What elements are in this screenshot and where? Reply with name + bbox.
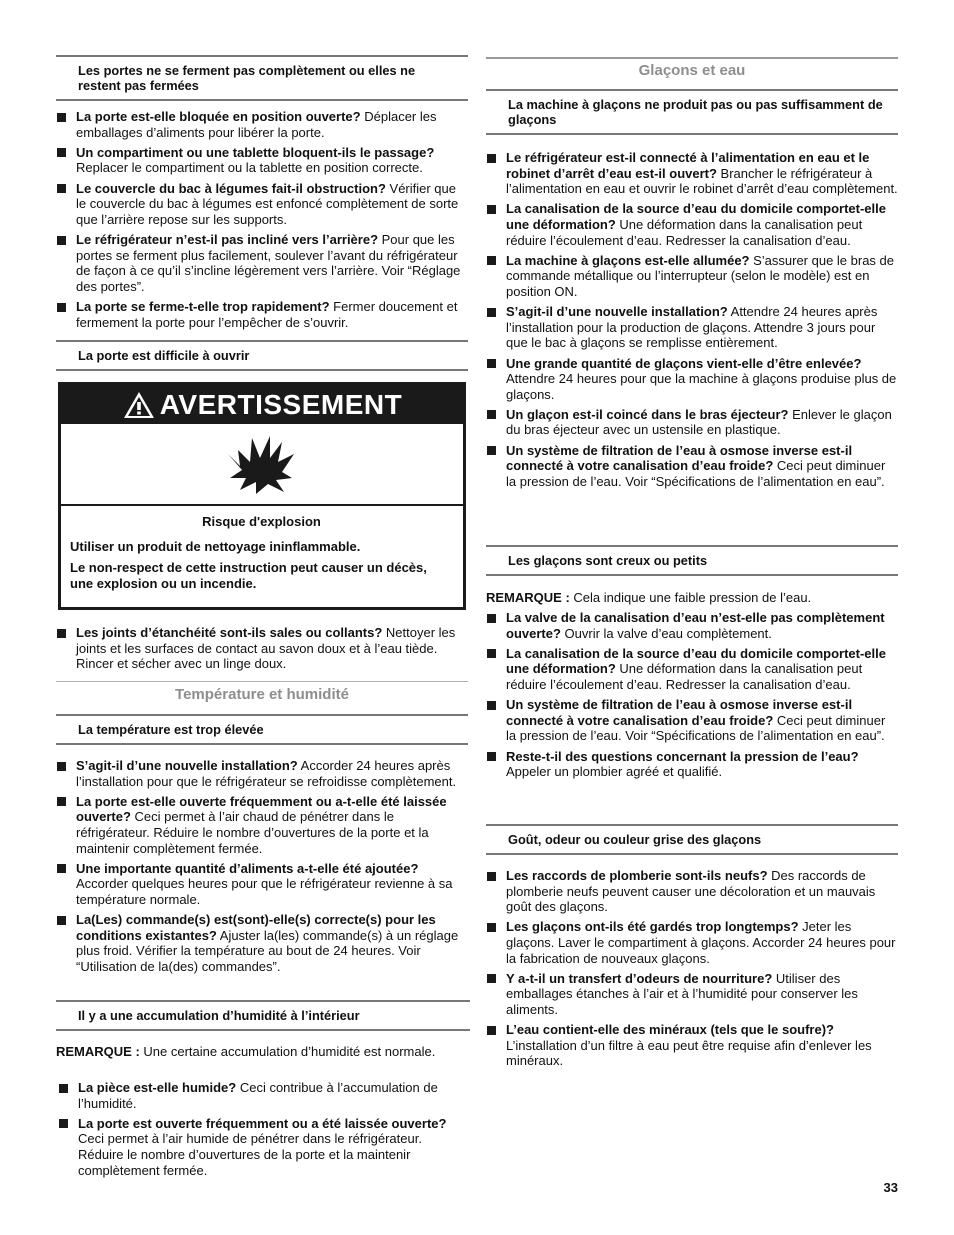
item-answer: Accorder 24 heures après l’installation pour que le réfrigérateur se refroidisse complètement. xyxy=(76,758,457,789)
bullet-square-icon xyxy=(487,359,496,368)
hollow-list xyxy=(486,610,898,784)
item-answer: Ceci peut diminuer la pression de l’eau. Voir “Spécifications de l’alimentation en eau”. xyxy=(506,712,886,744)
bullet-square-icon xyxy=(487,974,496,983)
item-answer: Jeter les glaçons. Laver le compartiment à glaçons. Accorder 24 heures pour la fabrication de nouveaux glaçons. xyxy=(506,919,896,966)
item-question: Un système de filtration de l’eau à osmose inverse est-il connecté à votre canalisation d’eau froide? xyxy=(506,697,853,728)
page-number: 33 xyxy=(883,1180,898,1195)
item-question: S’agit-il d’une nouvelle installation? xyxy=(76,758,298,773)
subheading-text: Il y a une accumulation d’humidité à l’intérieur xyxy=(78,1008,360,1023)
list-item xyxy=(486,868,898,915)
warning-risk: Risque d'explosion xyxy=(202,514,321,529)
warning-box xyxy=(58,382,466,610)
remark-label: REMARQUE : xyxy=(56,1044,140,1059)
list-item xyxy=(486,919,898,966)
item-question: Reste-t-il des questions concernant la pression de l’eau? xyxy=(506,748,859,764)
item-answer: Ceci permet à l’air chaud de pénétrer dans le réfrigérateur. Réduire le nombre d’ouvertures de la porte et la maintenir complètement fermée. xyxy=(76,809,429,856)
list-item xyxy=(56,232,468,294)
doors-list xyxy=(56,109,468,335)
list-item xyxy=(486,407,898,438)
warning-text xyxy=(61,506,463,607)
bullet-square-icon xyxy=(487,256,496,265)
subheading-text: Goût, odeur ou couleur grise des glaçons xyxy=(508,832,762,847)
remark-label: REMARQUE : xyxy=(486,590,570,605)
bullet-square-icon xyxy=(487,752,496,761)
subheading-text: La température est trop élevée xyxy=(78,722,264,737)
humidity-list xyxy=(58,1080,468,1183)
item-answer: Une déformation dans la canalisation peut réduire l’écoulement d’eau. Redresser la canalisation d’eau. xyxy=(506,661,863,692)
section-title-temperature: Température et humidité xyxy=(175,686,349,703)
list-item xyxy=(56,145,468,176)
item-question: Le réfrigérateur n’est-il pas incliné vers l’arrière? xyxy=(76,231,379,247)
item-question: Y a-t-il un transfert d’odeurs de nourriture? xyxy=(506,970,773,986)
item-question: Les joints d’étanchéité sont-ils sales ou collants? xyxy=(76,625,383,640)
item-question: Les glaçons ont-ils été gardés trop longtemps? xyxy=(506,919,799,935)
subheading-text: La machine à glaçons ne produit pas ou pas suffisamment de glaçons xyxy=(508,97,883,127)
list-item xyxy=(486,201,898,248)
item-answer: Replacer le compartiment ou la tablette en position correcte. xyxy=(76,160,423,176)
bullet-square-icon xyxy=(487,446,496,455)
hollow-remark xyxy=(486,590,898,606)
item-answer: Ceci permet à l’air humide de pénétrer dans le réfrigérateur. Réduire le nombre d’ouvertures de la porte et la maintenir complètement fermée. xyxy=(78,1131,422,1178)
item-answer: Déplacer les emballages d’aliments pour libérer la porte. xyxy=(76,109,437,140)
list-item xyxy=(56,861,468,908)
bullet-square-icon xyxy=(487,872,496,881)
item-question: Un glaçon est-il coincé dans le bras éjecteur? xyxy=(506,406,789,422)
subheading-text: La porte est difficile à ouvrir xyxy=(78,348,250,363)
list-item xyxy=(56,794,468,856)
item-question: La valve de la canalisation d’eau n’est-elle pas complètement ouverte? xyxy=(506,610,885,641)
bullet-square-icon xyxy=(57,113,66,122)
list-item xyxy=(486,971,898,1018)
warning-banner xyxy=(61,385,463,424)
list-item xyxy=(58,1116,468,1178)
bullet-square-icon xyxy=(487,154,496,163)
list-item xyxy=(56,912,468,974)
item-answer: Attendre 24 heures après l’installation pour la production de glaçons. Attendre 3 jours pour que le bac à glaçons se remplisse entièrement. xyxy=(506,304,878,351)
bullet-square-icon xyxy=(487,410,496,419)
item-answer: Utiliser des emballages étanches à l’air et à l’humidité pour conserver les aliments. xyxy=(506,970,858,1017)
no-ice-list xyxy=(486,150,898,494)
item-answer: Enlever le glaçon du bras éjecteur avec un ustensile en plastique. xyxy=(506,406,892,438)
item-answer: Nettoyer les joints et les surfaces de contact au savon doux et à l’eau tiède. Rincer et sécher avec un linge doux. xyxy=(76,625,456,672)
taste-list xyxy=(486,868,898,1074)
warning-icon-area xyxy=(61,424,463,506)
item-answer: Ouvrir la valve d’eau complètement. xyxy=(560,625,772,641)
list-item xyxy=(56,109,468,140)
list-item xyxy=(486,150,898,197)
list-item xyxy=(56,181,468,228)
bullet-square-icon xyxy=(57,797,66,806)
bullet-square-icon xyxy=(57,864,66,873)
bullet-square-icon xyxy=(487,923,496,932)
list-item xyxy=(486,646,898,693)
item-question: L’eau contient-elle des minéraux (tels que le soufre)? xyxy=(506,1022,834,1038)
bullet-square-icon xyxy=(57,303,66,312)
explosion-icon xyxy=(226,432,298,496)
item-question: Le réfrigérateur est-il connecté à l’alimentation en eau et le robinet d’arrêt d’eau est-il ouvert? xyxy=(506,150,870,181)
bullet-square-icon xyxy=(57,916,66,925)
bullet-square-icon xyxy=(487,1026,496,1035)
item-answer: Accorder quelques heures pour que le réfrigérateur revienne à sa température normale. xyxy=(76,876,453,907)
item-answer: S’assurer que le bras de commande métallique ou l’interrupteur (selon le modèle) est en position ON. xyxy=(506,252,895,299)
item-question: Un compartiment ou une tablette bloquent-ils le passage? xyxy=(76,144,435,160)
item-question: La porte est-elle ouverte fréquemment ou a-t-elle été laissée ouverte? xyxy=(76,793,447,825)
item-question: Un système de filtration de l’eau à osmose inverse est-il connecté à votre canalisation d’eau froide? xyxy=(506,442,853,474)
list-item xyxy=(486,253,898,300)
bullet-square-icon xyxy=(487,649,496,658)
subheading-doors-not-closing xyxy=(56,55,468,101)
item-question: La canalisation de la source d’eau du domicile comportet-elle une déformation? xyxy=(506,645,886,677)
list-item xyxy=(486,697,898,744)
list-item xyxy=(56,625,468,672)
section-title-ice-water: Glaçons et eau xyxy=(638,62,746,79)
bullet-square-icon xyxy=(57,184,66,193)
item-answer: Ajuster la(les) commande(s) à un réglage plus froid. Vérifier la température au bout de 24 heures. Voir “Utilisation de la(des) commandes”. xyxy=(76,927,459,974)
bullet-square-icon xyxy=(59,1119,68,1128)
remark-text: Une certaine accumulation d’humidité est normale. xyxy=(139,1044,436,1059)
item-answer: Une déformation dans la canalisation peut réduire l’écoulement d’eau. Redresser la canalisation d’eau. xyxy=(506,216,863,248)
bullet-square-icon xyxy=(487,205,496,214)
bullet-square-icon xyxy=(487,308,496,317)
bullet-square-icon xyxy=(487,614,496,623)
item-answer: Fermer doucement et fermement la porte pour l’empêcher de s’ouvrir. xyxy=(76,298,458,330)
item-question: La porte est-elle bloquée en position ouverte? xyxy=(76,109,361,124)
bullet-square-icon xyxy=(57,629,66,638)
list-item xyxy=(486,443,898,490)
item-answer: Des raccords de plomberie neufs peuvent causer une décoloration et un mauvais goût des glaçons. xyxy=(506,868,876,915)
item-question: Une grande quantité de glaçons vient-elle d’être enlevée? xyxy=(506,355,862,371)
item-answer: Vérifier que le couvercle du bac à légumes est enfoncé complètement de sorte que l’arrière repose sur les supports. xyxy=(76,180,459,227)
list-item xyxy=(486,356,898,403)
subheading-humidity xyxy=(56,1000,470,1031)
warning-title: AVERTISSEMENT xyxy=(159,388,403,420)
item-question: La pièce est-elle humide? xyxy=(78,1080,237,1095)
item-answer: Attendre 24 heures pour que la machine à glaçons produise plus de glaçons. xyxy=(506,371,897,402)
item-question: La canalisation de la source d’eau du domicile comportet-elle une déformation? xyxy=(506,201,886,232)
item-question: S’agit-il d’une nouvelle installation? xyxy=(506,304,728,320)
subheading-text: Les portes ne se ferment pas complètement ou elles ne restent pas fermées xyxy=(78,63,416,93)
warning-triangle-icon xyxy=(122,390,156,420)
item-question: La porte se ferme-t-elle trop rapidement? xyxy=(76,298,330,314)
item-question: La machine à glaçons est-elle allumée? xyxy=(506,252,750,268)
subheading-text: Les glaçons sont creux ou petits xyxy=(508,553,708,568)
list-item xyxy=(486,610,898,641)
item-answer: Pour que les portes se ferment plus facilement, soulever l’avant du réfrigérateur de façon à ce qu’il s’incline légèrement vers l’arrière. Voir “Réglage des portes”. xyxy=(76,231,461,294)
bullet-square-icon xyxy=(57,148,66,157)
list-item xyxy=(486,1022,898,1069)
bullet-square-icon xyxy=(487,701,496,710)
item-question: Le couvercle du bac à légumes fait-il obstruction? xyxy=(76,180,386,196)
remark-text: Cela indique une faible pression de l’eau. xyxy=(569,590,812,605)
bullet-square-icon xyxy=(57,762,66,771)
seals-list xyxy=(56,625,468,676)
subheading-door-hard-to-open xyxy=(56,340,468,371)
temperature-list xyxy=(56,758,468,979)
list-item xyxy=(56,299,468,330)
list-item xyxy=(58,1080,468,1111)
item-answer: Ceci contribue à l’accumulation de l’humidité. xyxy=(78,1080,438,1111)
subheading-hollow-ice xyxy=(486,545,898,576)
warning-line-1: Utiliser un produit de nettoyage ininflammable. xyxy=(70,538,361,554)
warning-line-2: Le non-respect de cette instruction peut causer un décès, une explosion ou un incendie. xyxy=(70,560,427,591)
humidity-remark xyxy=(56,1044,468,1060)
item-question: La porte est ouverte fréquemment ou a été laissée ouverte? xyxy=(78,1115,447,1131)
item-answer: Ceci peut diminuer la pression de l’eau. Voir “Spécifications de l’alimentation en eau”. xyxy=(506,458,886,489)
item-question: La(Les) commande(s) est(sont)-elle(s) correcte(s) pour les conditions existantes? xyxy=(76,912,436,943)
list-item xyxy=(486,304,898,351)
item-question: Une importante quantité d’aliments a-t-elle été ajoutée? xyxy=(76,860,419,876)
item-answer: L’installation d’un filtre à eau peut être requise afin d’enlever les minéraux. xyxy=(506,1037,872,1069)
item-question: Les raccords de plomberie sont-ils neufs? xyxy=(506,868,768,883)
list-item xyxy=(56,758,468,789)
item-answer: Brancher le réfrigérateur à l’alimentation en eau et ouvrir le robinet d’arrêt d’eau complètement. xyxy=(506,165,898,197)
subheading-taste xyxy=(486,824,898,855)
bullet-square-icon xyxy=(59,1084,68,1093)
subheading-temp-high xyxy=(56,714,468,745)
subheading-no-ice xyxy=(486,89,898,135)
item-answer: Appeler un plombier agréé et qualifié. xyxy=(506,764,723,780)
bullet-square-icon xyxy=(57,236,66,245)
list-item xyxy=(486,749,898,780)
